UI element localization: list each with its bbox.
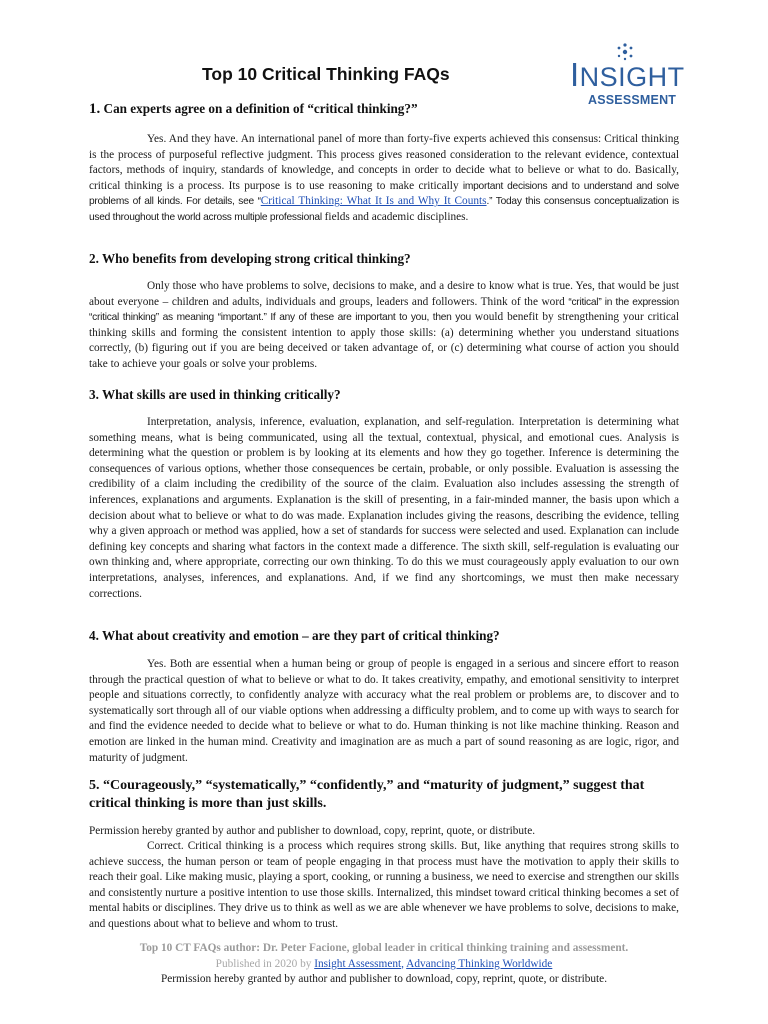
page-title: Top 10 Critical Thinking FAQs (202, 64, 450, 84)
q1-heading: 1. Can experts agree on a definition of “critical thinking?” (89, 101, 418, 117)
q5-answer: Correct. Critical thinking is a process which requires strong skills. But, like anything that requires strong skills to achieve success, the human person or team of people engaging in that process must have the motivation to apply their skills to reach their goal. Like making music, playing a sport, cooking, or running a business, we need to exercise and strengthen our skills and consistently nurture a positive intention to use those skills. Internalized, this mindset toward critical thinking becomes a set of mental habits or disciplines. They drive us to think as well as we are able whenever we have problems to solve, decisions to make, and questions about what to believe and whom to trust. (89, 840, 679, 930)
q4-answer: Yes. Both are essential when a human being or group of people is engaged in a serious and sincere effort to reason through the practical question of what to believe or what to do. It takes creativity, empathy, and emotional sensitivity to interpret people and situations correctly, to confidently analyze with accuracy what the real problem or problems are, to discover and to systematically sort through all of our viable options when addressing a difficulty problem, and to come up with ways to search for and find the evidence needed to decide what to believe or what to do. Human thinking is not like machine thinking. Reason and emotion are linked in the human mind. Creativity and imagination are as much a part of sound reasoning as are logic, rigor, and maturity of judgment. (89, 658, 679, 764)
logo-subtitle: ASSESSMENT (588, 93, 677, 107)
page-footer (0, 941, 768, 988)
q2-answer: Only those who have problems to solve, decisions to make, and a desire to know what is true. Yes, that would be just about everyone – children and adults, individuals and groups, leaders and followers. Think of the word “critical” in the expression “critical thinking” as meaning “important.” If any of these are important to you, then you would benefit by strengthening your critical thinking skills and forming the consistent intention to apply those skills: (a) determining whether you understand situations correctly, (b) figuring out if you are being deceived or taken advantage of, or (c) determining what course of action you should take to achieve your goals or solve your problems. (89, 280, 680, 370)
q5-heading: 5. “Courageously,” “systematically,” “confidently,” and “maturity of judgment,” suggest that critical thinking is more than just skills. (89, 778, 645, 811)
logo-wordmark: INSIGHT (570, 56, 685, 93)
insight-assessment-link[interactable]: Insight Assessment, (314, 957, 404, 970)
q5-permission: Permission hereby granted by author and publisher to download, copy, reprint, quote, or distribute. (89, 825, 536, 837)
footer-author-line: Top 10 CT FAQs author: Dr. Peter Facione, global leader in critical thinking training and assessment. (139, 942, 629, 954)
footer-published-line: Published in 2020 by Insight Assessment, Advancing Thinking Worldwide (215, 957, 553, 970)
q3-heading: 3. What skills are used in thinking critically? (89, 387, 341, 402)
advancing-thinking-link[interactable]: Advancing Thinking Worldwide (406, 957, 553, 970)
q1-answer: Yes. And they have. An international panel of more than forty-five experts achieved this consensus: Critical thinking is the process of purposeful reflective judgment. This process gives reasoned consideration to the relevant evidence, contextual factors, methods of inquiry, standards of knowledge, and concepts in order to decide what to believe or what to do. Basically, critical thinking is a process. Its purpose is to use reasoning to make critically important decisions and to understand and solve problems of all kinds. For details, see “Critical Thinking: What It Is and Why It Counts.” Today this consensus conceptualization is used throughout the world across multiple professional fields and academic disciplines. (89, 133, 680, 223)
q2-heading: 2. Who benefits from developing strong critical thinking? (89, 251, 411, 266)
q3-answer: Interpretation, analysis, inference, evaluation, explanation, and self-regulation. Interpretation is determining what something means, what is being communicated, using all the textual, contextual, physical, and emotional cues. Analysis is determining what the question or problem is by looking at its elements and how they go together. Inference is determining the consequences of various options, whether those consequences be certain, probable, or only possible. Evaluation is assessing the credibility of a claim including the credibility of the source of the claim. Evaluation also includes assessing the strength of inferences, explanations and arguments. Explanation is the skill of presenting, in a fair-minded manner, the basis upon which a decision about what to believe or what to do was made. Explanation includes giving the reasons, describing the evidence, telling why a given approach or method was applied, how a set of standards for success were selected and used. Explanation can include defining key concepts and sharing what factors in the context made a difference. The sixth skill, self-regulation is evaluating our own thinking and, where appropriate, correcting our own thinking. To do this we must courageously apply evaluation to our own interpretations, analyses, inferences, and explanations. And, if we find any shortcomings, we must then make necessary corrections. (89, 416, 679, 600)
insight-assessment-logo (570, 42, 685, 112)
footer-permission-line: Permission hereby granted by author and publisher to download, copy, reprint, quote, or distribute. (160, 973, 608, 985)
critical-thinking-link[interactable]: Critical Thinking: What It Is and Why It Counts (260, 195, 487, 208)
q4-heading: 4. What about creativity and emotion – are they part of critical thinking? (89, 628, 500, 643)
